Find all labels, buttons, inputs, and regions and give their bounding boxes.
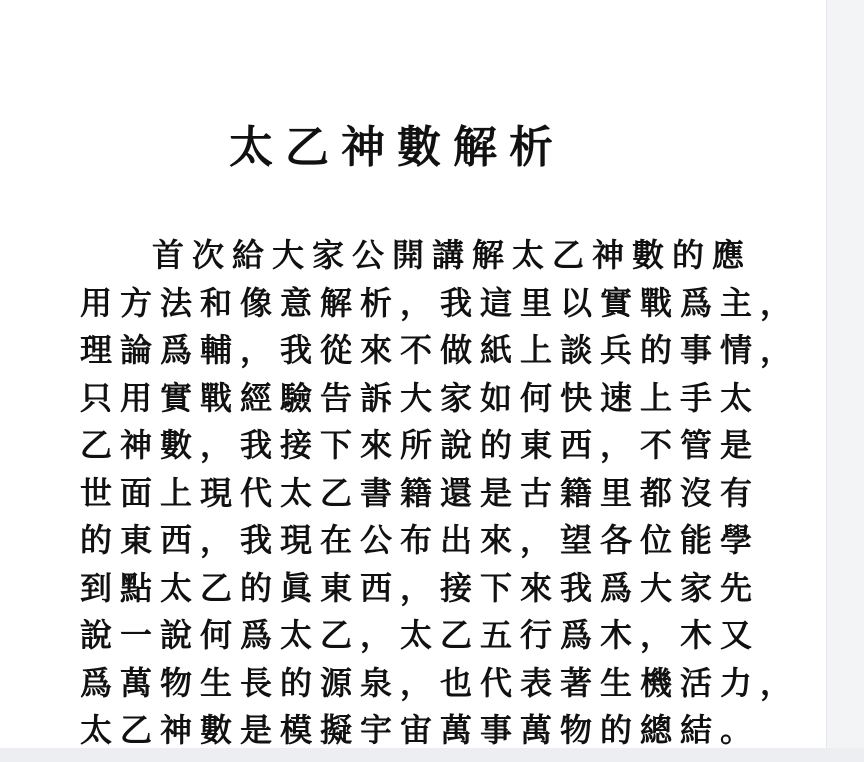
text-line: 只用實戰經驗告訴大家如何快速上手太 [80, 378, 761, 417]
text-line: 用方法和像意解析，我這里以實戰爲主， [80, 283, 801, 322]
text-line: 世面上現代太乙書籍還是古籍里都沒有 [80, 473, 761, 512]
viewer-side-gutter [826, 0, 864, 762]
text-line: 的東西，我現在公布出來，望各位能學 [80, 521, 761, 559]
text-line: 理論爲輔，我從來不做紙上談兵的事情， [80, 331, 801, 369]
page-title: 太乙神數解析 [229, 122, 565, 173]
text-line: 乙神數，我接下來所說的東西，不管是 [80, 426, 761, 464]
text-line: 說一說何爲太乙，太乙五行爲木，木又 [80, 616, 761, 654]
viewer-bottom-edge [0, 748, 864, 762]
text-line: 首次給大家公開講解太乙神數的應 [152, 236, 753, 274]
text-line: 太乙神數是模擬宇宙萬事萬物的總結。 [80, 711, 761, 748]
text-line: 到點太乙的眞東西，接下來我爲大家先 [80, 568, 761, 607]
text-line: 爲萬物生長的源泉，也代表著生機活力， [80, 663, 801, 702]
body-paragraph [80, 232, 801, 748]
